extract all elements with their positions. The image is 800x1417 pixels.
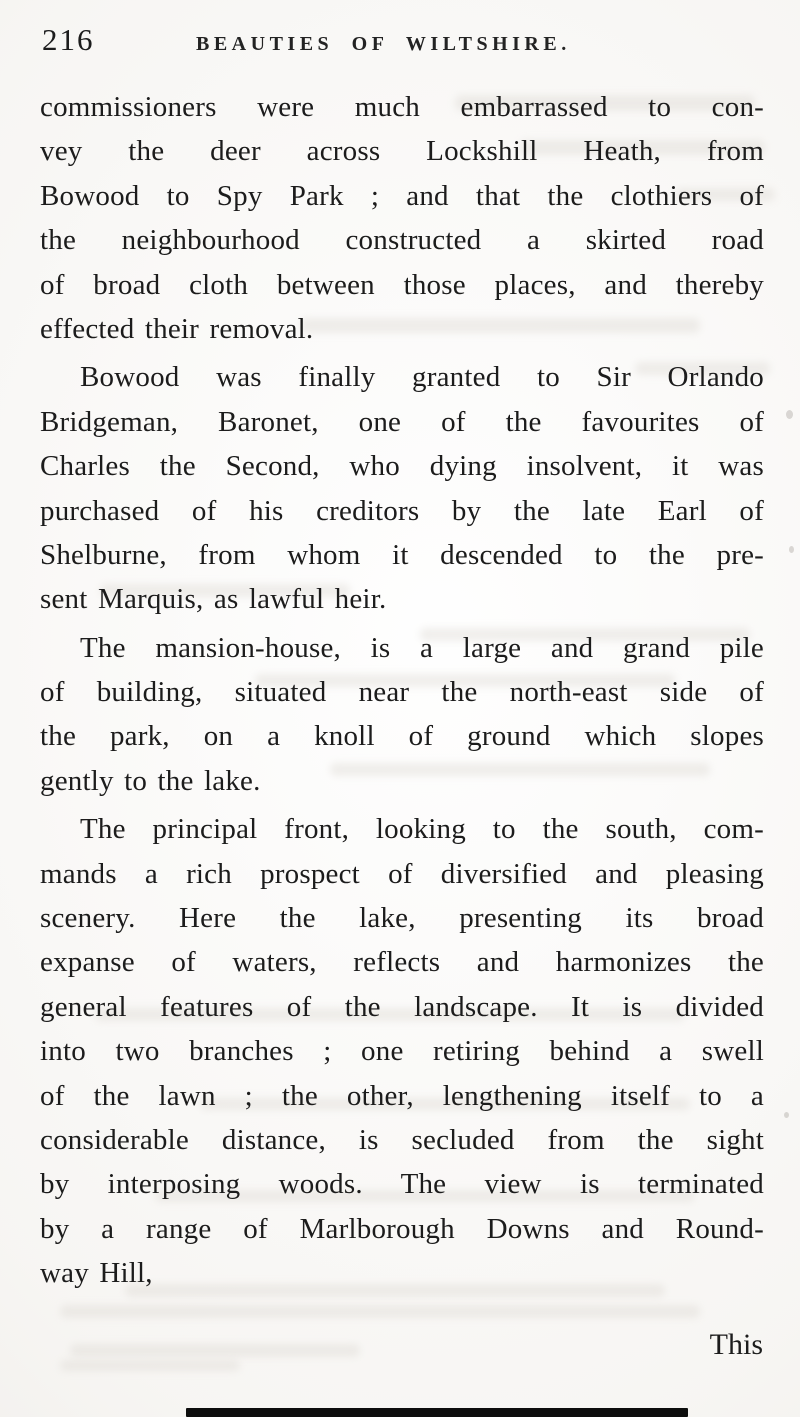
- ink-speck: [784, 1112, 789, 1118]
- text-line: of building, situated near the north-east side of: [40, 676, 764, 709]
- text-line: expanse of waters, reflects and harmonizes the: [40, 946, 764, 979]
- text-line: purchased of his creditors by the late Earl of: [40, 494, 764, 527]
- text-line: commissioners were much embarrassed to con-: [40, 91, 764, 123]
- text-line: gently to the lake.: [40, 764, 261, 797]
- text-line: effected their removal.: [40, 312, 314, 345]
- text-line: The principal front, looking to the south, com-: [80, 813, 764, 846]
- text-line: scenery. Here the lake, presenting its broad: [40, 902, 764, 935]
- text-line: of the lawn ; the other, lengthening itself to a: [40, 1079, 764, 1112]
- text-line: Charles the Second, who dying insolvent, it was: [40, 450, 764, 483]
- ink-speck: [789, 546, 794, 553]
- text-line: Bridgeman, Baronet, one of the favourites of: [40, 405, 764, 438]
- text-line: by interposing woods. The view is terminated: [40, 1168, 764, 1201]
- text-line: the park, on a knoll of ground which slopes: [40, 720, 764, 753]
- text-line: vey the deer across Lockshill Heath, from: [40, 135, 764, 168]
- text-line: Shelburne, from whom it descended to the pre-: [40, 538, 764, 571]
- paragraph: [40, 626, 764, 804]
- text-line: by a range of Marlborough Downs and Round-: [40, 1212, 764, 1245]
- text-line: into two branches ; one retiring behind a swell: [40, 1035, 764, 1068]
- text-line: sent Marquis, as lawful heir.: [40, 583, 387, 616]
- text-line: general features of the landscape. It is divided: [40, 990, 764, 1023]
- text-line: Bowood was finally granted to Sir Orlando: [80, 361, 764, 394]
- paragraph: [40, 85, 764, 351]
- text-line: The mansion-house, is a large and grand pile: [80, 631, 764, 664]
- paragraph: [40, 807, 764, 1295]
- showthrough-artifact: [60, 1360, 240, 1371]
- ink-speck: [786, 410, 793, 419]
- showthrough-artifact: [70, 1344, 360, 1357]
- page-number: 216: [42, 22, 95, 57]
- running-title: BEAUTIES OF WILTSHIRE.: [196, 33, 571, 55]
- paragraph: [40, 355, 764, 621]
- text-line: the neighbourhood constructed a skirted road: [40, 224, 764, 257]
- showthrough-artifact: [60, 1305, 700, 1318]
- body-text: [40, 85, 764, 1296]
- catchword: This: [709, 1328, 763, 1361]
- text-line: mands a rich prospect of diversified and pleasing: [40, 857, 764, 890]
- text-line: considerable distance, is secluded from the sight: [40, 1123, 764, 1156]
- text-line: Bowood to Spy Park ; and that the clothiers of: [40, 179, 764, 212]
- scan-edge-bar: [186, 1408, 688, 1417]
- text-line: way Hill,: [40, 1257, 153, 1290]
- text-line: of broad cloth between those places, and thereby: [40, 268, 764, 301]
